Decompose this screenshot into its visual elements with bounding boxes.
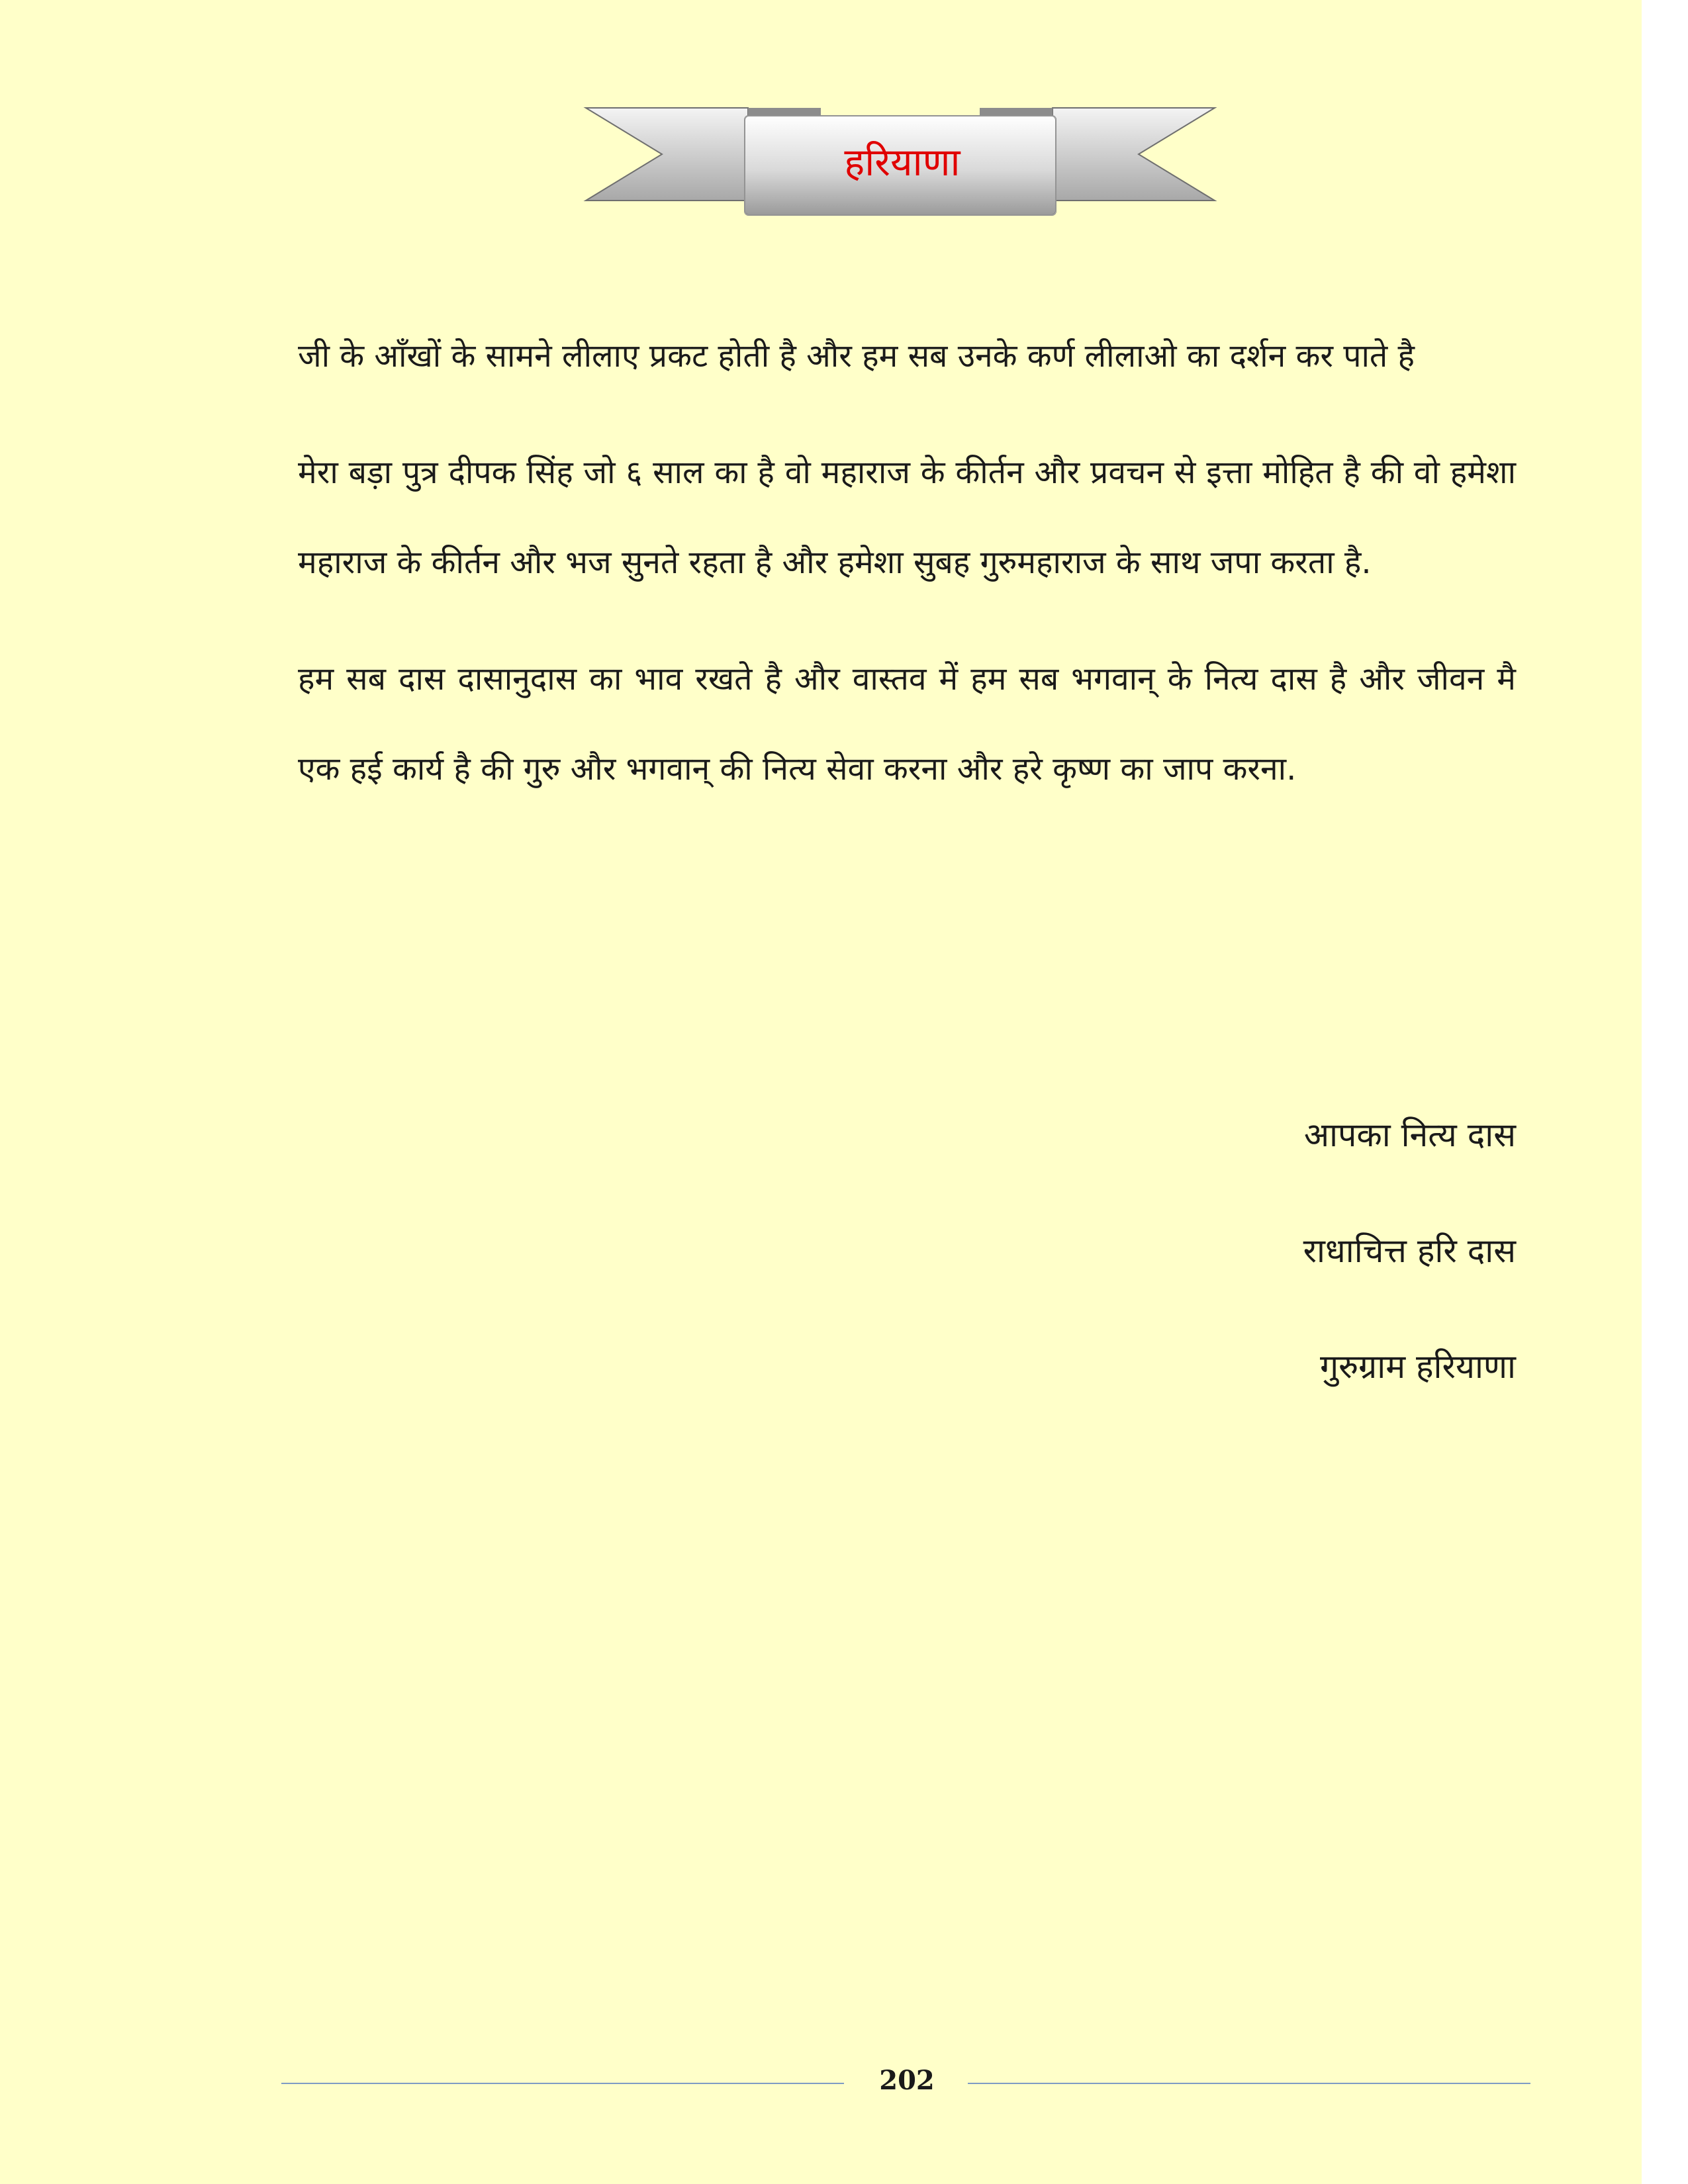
footer-rule-left xyxy=(281,2083,844,2084)
page-margin xyxy=(1642,0,1688,2184)
paragraph: जी के आँखों के सामने लीलाए प्रकट होती है और हम सब उनके कर्ण लीलाओ का दर्शन कर पाते है xyxy=(298,338,1415,375)
paragraph: हम सब दास दासानुदास का भाव रखते है और वास्तव में हम सब भगवान् के नित्य दास है और जीवन मै एक हई कार्य है की गुरु और भगवान् की नित्य सेवा करना और हरे कृष्ण का जाप करना. xyxy=(298,660,1516,788)
footer-rule-right xyxy=(968,2083,1530,2084)
signature-name: राधाचित्त हरि दास xyxy=(1303,1232,1516,1270)
letter-body xyxy=(298,311,1516,841)
signature-closing: आपका नित्य दास xyxy=(1303,1116,1516,1154)
signature-place: गुरुग्राम हरियाणा xyxy=(1320,1347,1516,1386)
page-title: हरियाणा xyxy=(844,140,961,185)
page-number: 202 xyxy=(879,2065,935,2096)
paragraph: मेरा बड़ा पुत्र दीपक सिंह जो ६ साल का है वो महाराज के कीर्तन और प्रवचन से इत्ता मोहित है की वो हमेशा महाराज के कीर्तन और भज सुनते रहता है और हमेशा सुबह गुरुमहाराज के साथ जपा करता है. xyxy=(298,454,1516,581)
signature-block xyxy=(854,1095,1516,1443)
